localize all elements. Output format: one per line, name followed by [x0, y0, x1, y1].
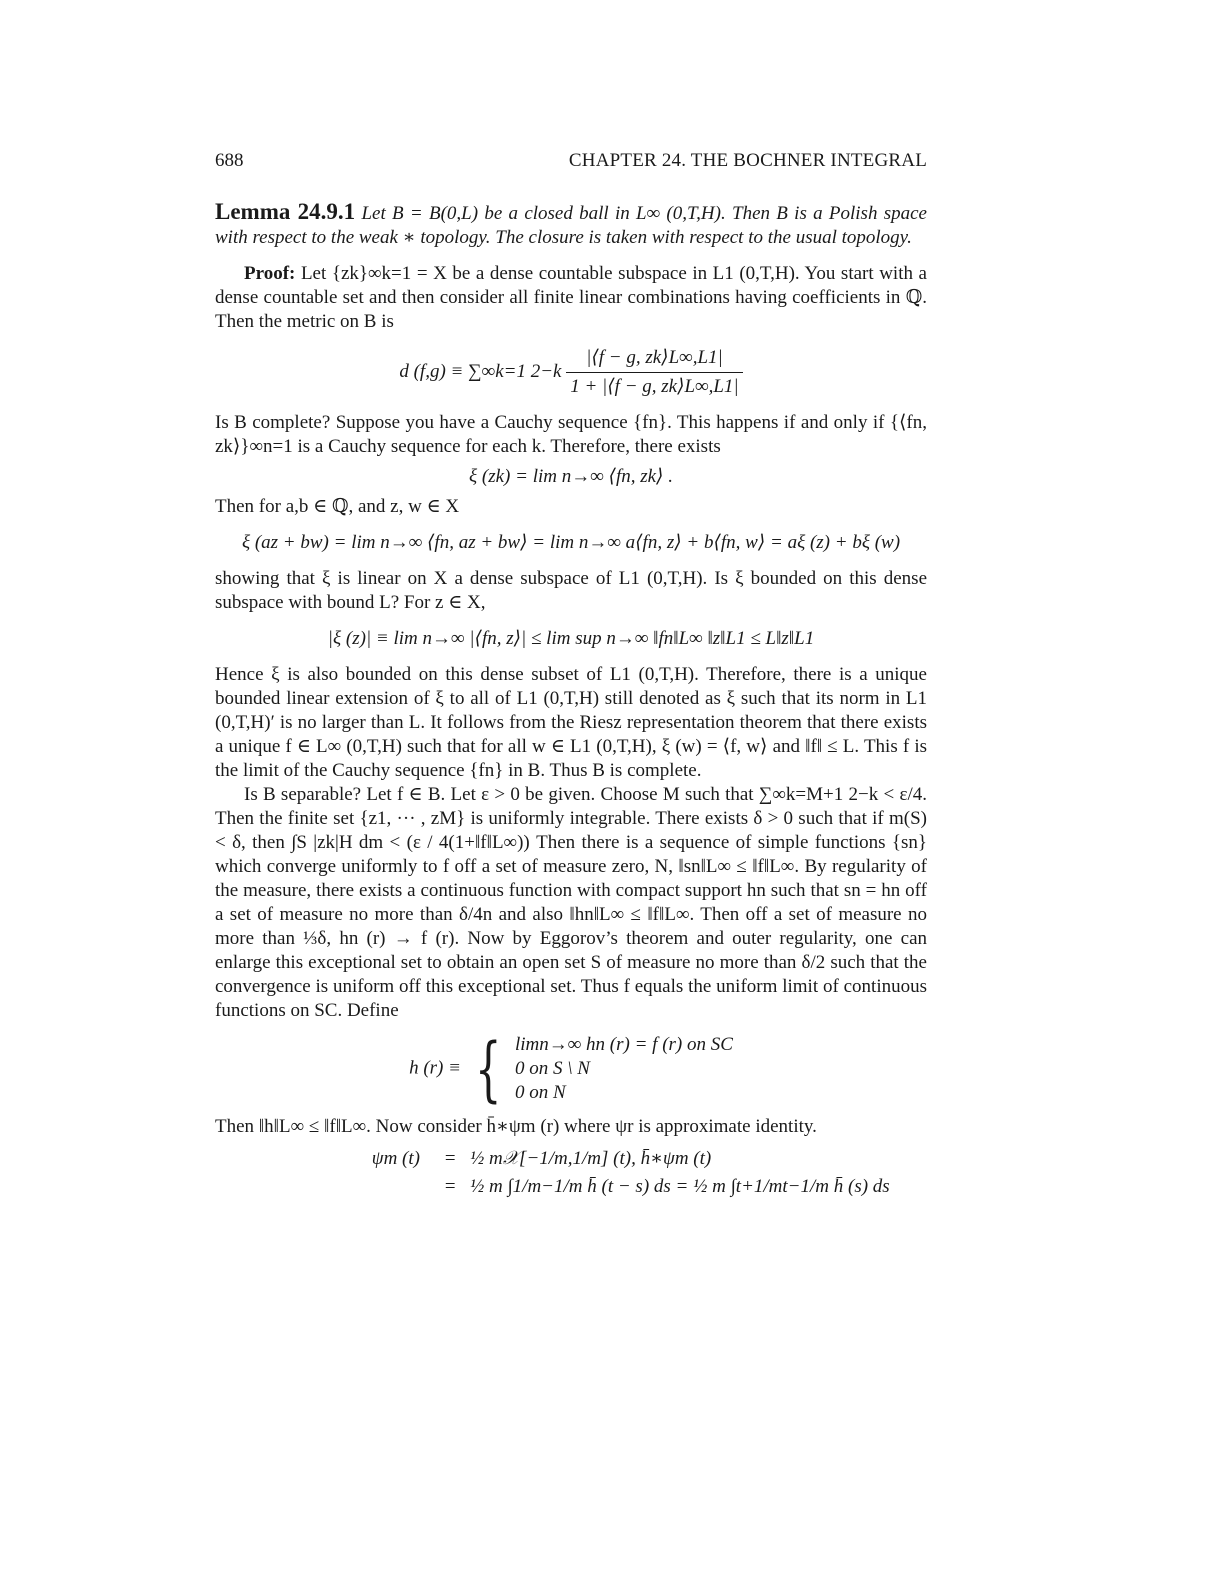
- running-title: CHAPTER 24. THE BOCHNER INTEGRAL: [568, 150, 927, 171]
- lemma-statement: Let B = B(0,L) be a closed ball in L∞ (0,T,H). Then B is a Polish space with respect to the weak ∗ topology. The closure is taken with respect to the usual topology.: [215, 203, 927, 248]
- h-cases: [515, 1033, 733, 1105]
- proof-paragraph-6: Is B separable? Let f ∈ B. Let ε > 0 be given. Choose M such that ∑∞k=M+1 2−k < ε/4. Then the finite set {z1, ··· , zM} is uniformly integrable. There exists δ > 0 such that if m(S) < δ, then ∫S |zk|H dm < (ε / 4(1+‖f‖L∞)) Then there is a sequence of simple functions {sn} which converge uniformly to f off a set of measure zero, N, ‖sn‖L∞ ≤ ‖f‖L∞. By regularity of the measure, there exists a continuous function with compact support hn such that sn = hn off a set of measure no more than δ/4n and also ‖hn‖L∞ ≤ ‖f‖L∞. Then off a set of measure no more than ⅓δ, hn (r) → f (r). Now by Eggorov’s theorem and outer regularity, one can enlarge this exceptional set to obtain an open set S of measure no more than δ/2 such that the convergence is uniform off this exceptional set. Thus f equals the uniform limit of continuous functions on SC. Define: [215, 784, 927, 1021]
- lemma-label: Lemma 24.9.1: [215, 199, 356, 224]
- equation-xi: ξ (zk) = lim n→∞ ⟨fn, zk⟩ .: [469, 466, 673, 487]
- equation-psi-align: [215, 1147, 927, 1199]
- proof-paragraph-3: Then for a,b ∈ ℚ, and z, w ∈ X: [215, 496, 460, 517]
- align-lhs: ψm (t): [371, 1148, 420, 1169]
- left-brace: {: [474, 1028, 502, 1110]
- equation-h-definition: [215, 1028, 927, 1110]
- lemma-block: [215, 200, 927, 250]
- metric-lhs: d (f,g) ≡ ∑∞k=1 2−k: [399, 360, 562, 382]
- equation-linearity: ξ (az + bw) = lim n→∞ ⟨fn, az + bw⟩ = lim n→∞ a⟨fn, z⟩ + b⟨fn, w⟩ = aξ (z) + bξ (w): [241, 532, 901, 553]
- page-body: [215, 200, 927, 1207]
- align-row-2: [215, 1175, 927, 1199]
- proof-paragraph-5: Hence ξ is also bounded on this dense subset of L1 (0,T,H). Therefore, there is a unique bounded linear extension of ξ to all of L1 (0,T,H) still denoted as ξ such that its norm in L1 (0,T,H)′ is no larger than L. It follows from the Riesz representation theorem that there exists a unique f ∈ L∞ (0,T,H) such that for all w ∈ L1 (0,T,H), ξ (w) = ⟨f, w⟩ and ‖f‖ ≤ L. This f is the limit of the Cauchy sequence {fn} in B. Thus B is complete.: [215, 664, 927, 781]
- page-number: 688: [215, 150, 244, 171]
- h-case-3: 0 on N: [514, 1082, 566, 1103]
- align-row-1: [215, 1147, 927, 1171]
- h-case-2: 0 on S \ N: [514, 1058, 590, 1079]
- align-rhs-1: ½ m𝒳[−1/m,1/m] (t), h̄∗ψm (t): [470, 1148, 712, 1169]
- align-rhs-2: ½ m ∫1/m−1/m h̄ (t − s) ds = ½ m ∫t+1/mt−1/m h̄ (s) ds: [470, 1176, 890, 1197]
- proof-paragraph-4: showing that ξ is linear on X a dense subspace of L1 (0,T,H). Is ξ bounded on this dense subspace with bound L? For z ∈ X,: [215, 568, 927, 613]
- metric-numerator: |⟨f − g, zk⟩L∞,L1|: [566, 346, 742, 373]
- equation-metric: [215, 346, 927, 399]
- document-page: [215, 0, 927, 1584]
- equation-bound: |ξ (z)| ≡ lim n→∞ |⟨fn, z⟩| ≤ lim sup n→∞ ‖fn‖L∞ ‖z‖L1 ≤ L‖z‖L1: [327, 628, 815, 649]
- proof-text-1: Let {zk}∞k=1 = X be a dense countable subspace in L1 (0,T,H). You start with a dense countable set and then consider all finite linear combinations having coefficients in ℚ. Then the metric on B is: [215, 263, 927, 332]
- metric-fraction: [566, 346, 742, 399]
- proof-label: Proof:: [244, 263, 296, 284]
- align-equals-2: =: [443, 1176, 457, 1197]
- metric-denominator: 1 + |⟨f − g, zk⟩L∞,L1|: [570, 376, 739, 397]
- h-lhs: h (r) ≡: [409, 1057, 461, 1079]
- align-equals-1: =: [443, 1148, 457, 1169]
- proof-paragraph-1: [215, 262, 927, 334]
- proof-paragraph-7: Then ‖h‖L∞ ≤ ‖f‖L∞. Now consider h̄∗ψm (r) where ψr is approximate identity.: [215, 1116, 817, 1137]
- proof-paragraph-2: Is B complete? Suppose you have a Cauchy sequence {fn}. This happens if and only if {⟨fn, zk⟩}∞n=1 is a Cauchy sequence for each k. Therefore, there exists: [215, 412, 927, 457]
- h-case-1: limn→∞ hn (r) = f (r) on SC: [514, 1034, 733, 1055]
